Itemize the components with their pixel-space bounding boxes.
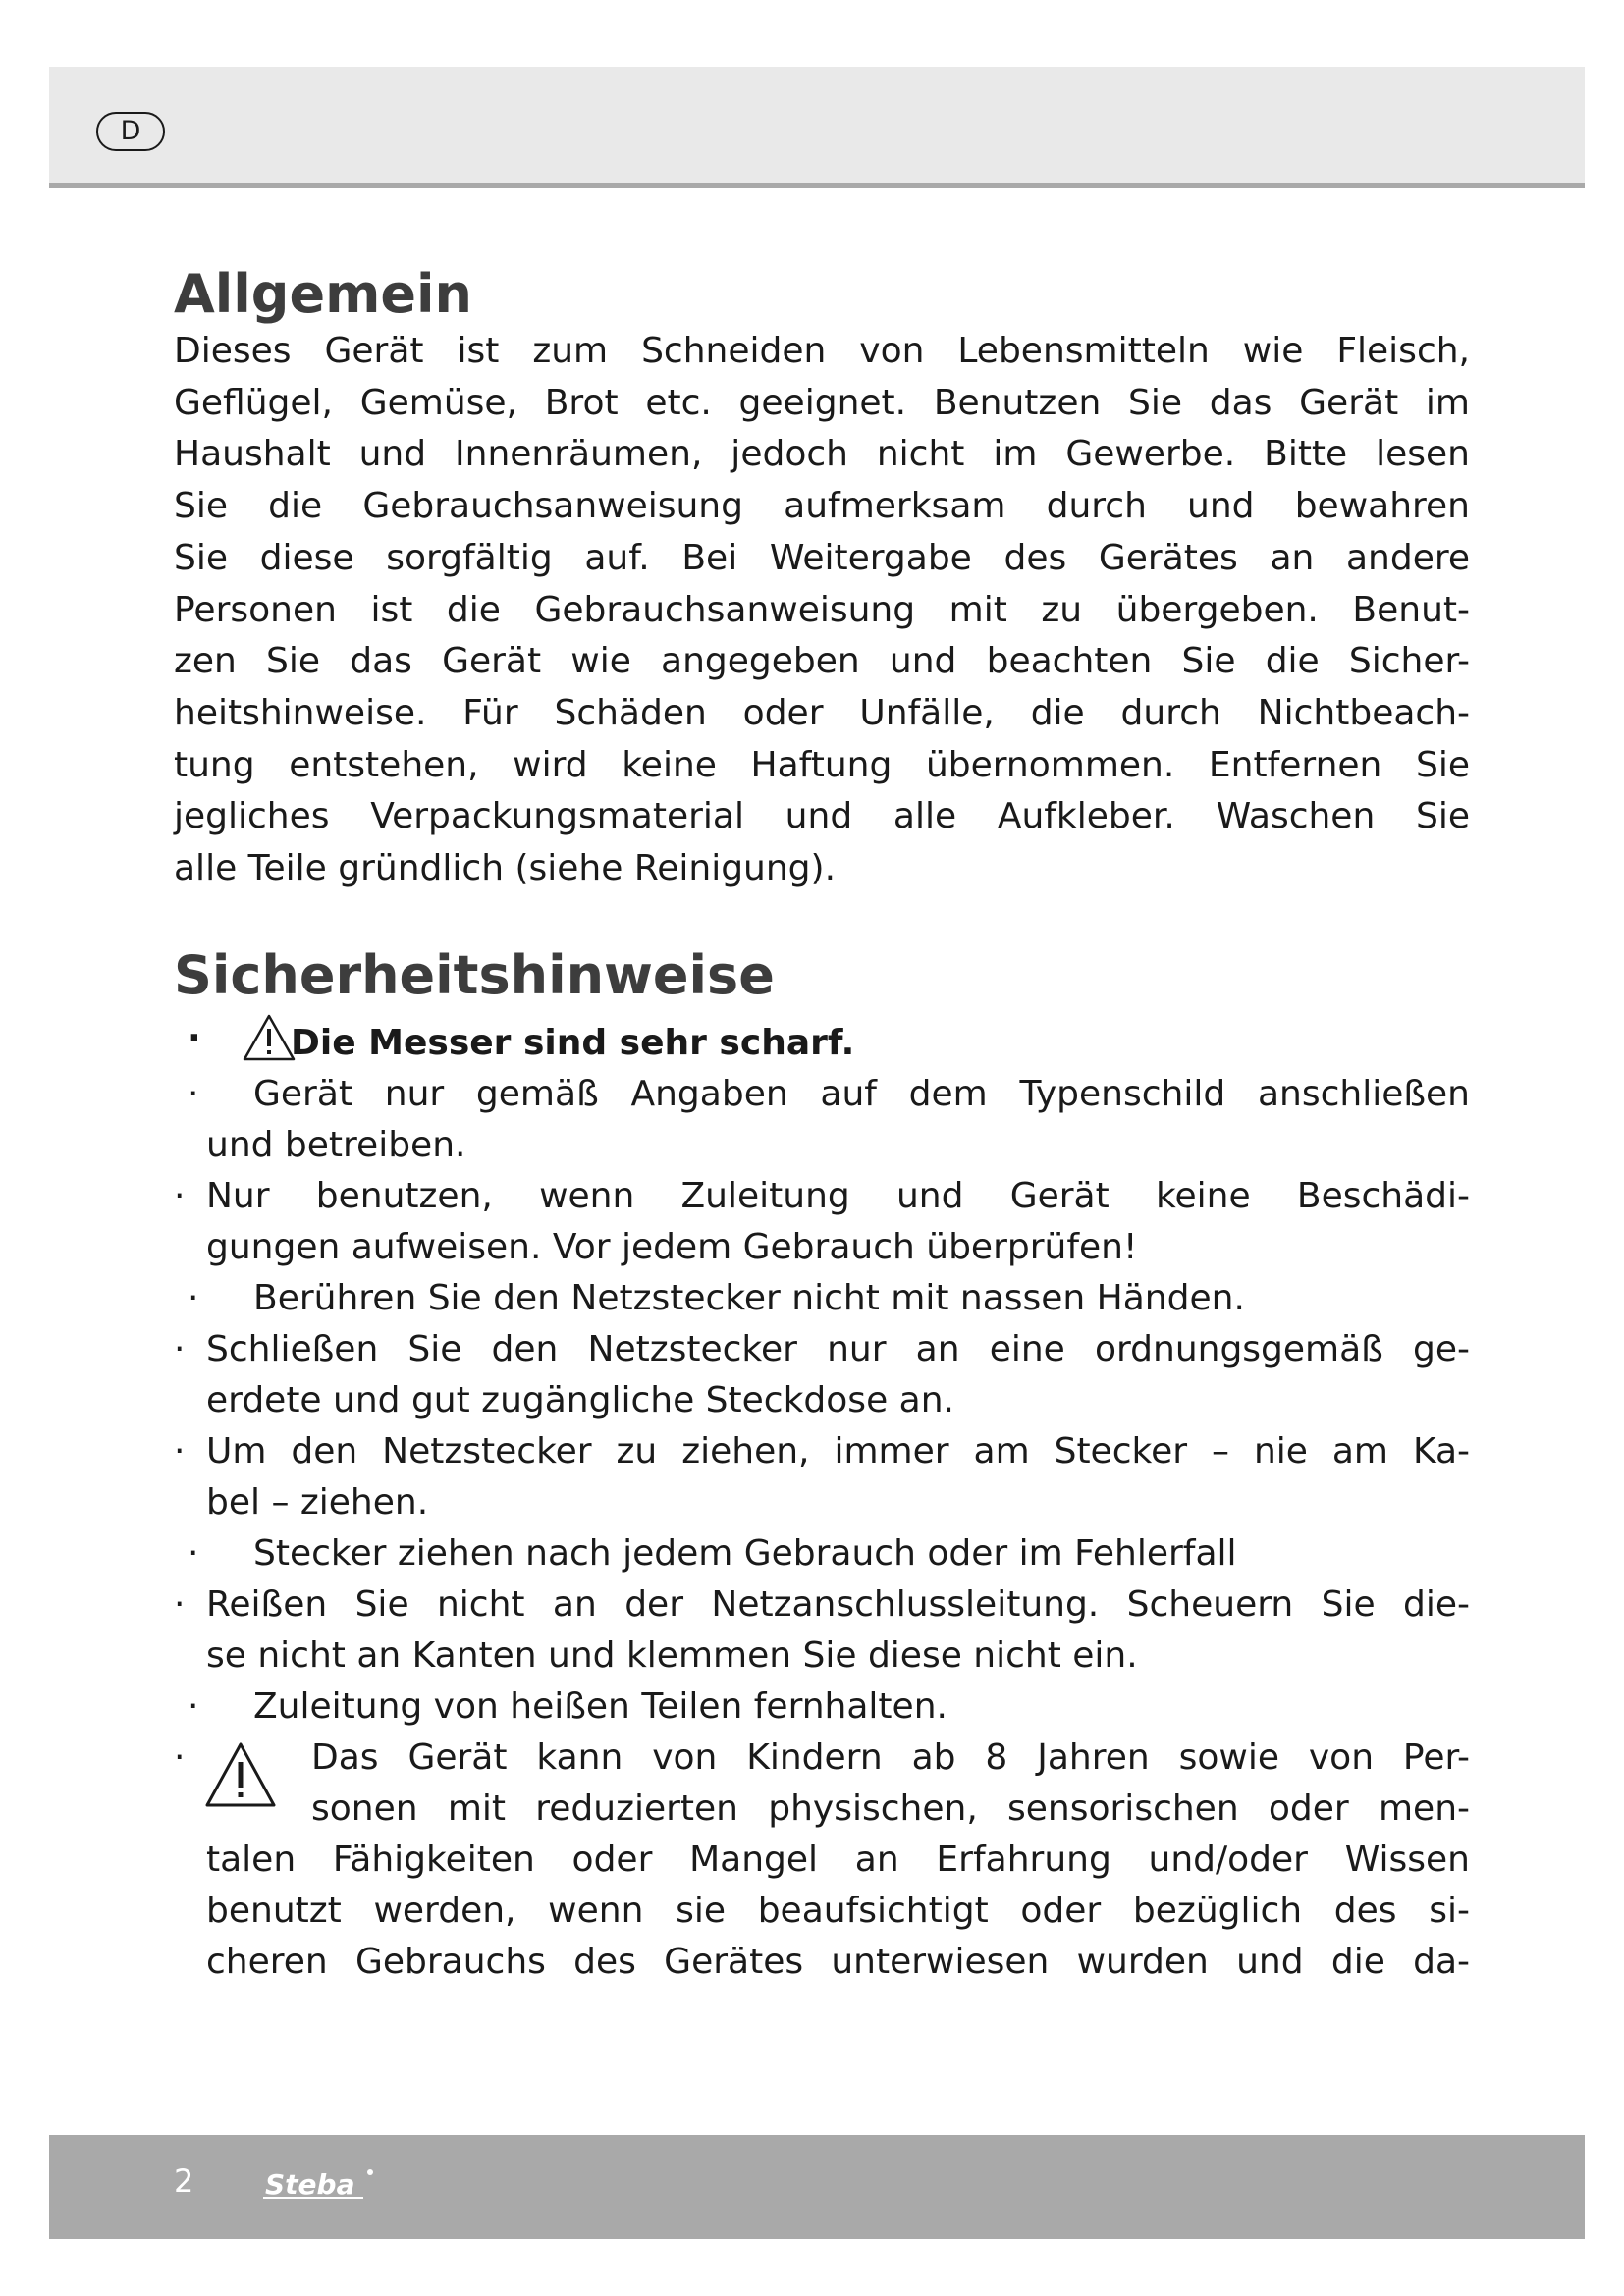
page-header — [49, 67, 1585, 188]
safety-item-cable-care — [174, 1579, 1470, 1682]
intro-line: jegliches Verpackungsmaterial und alle Aufkleber. Waschen Sie — [174, 796, 1470, 837]
safety-item-wet-hands — [174, 1273, 1470, 1324]
language-badge: D — [96, 112, 165, 151]
safety-item-line: Schließen Sie den Netzstecker nur an eine ordnungsgemäß ge- — [206, 1328, 1470, 1369]
bullet: · — [188, 1073, 199, 1114]
safety-item-line: sonen mit reduzierten physischen, sensorischen oder men- — [311, 1788, 1470, 1829]
safety-item-line: benutzt werden, wenn sie beaufsichtigt oder bezüglich des si- — [206, 1890, 1470, 1931]
bullet: · — [174, 1328, 186, 1369]
safety-item-line: Um den Netzstecker zu ziehen, immer am Stecker – nie am Ka- — [206, 1430, 1470, 1471]
section-title-sicherheitshinweise: Sicherheitshinweise — [174, 943, 775, 1006]
bullet: · — [188, 1017, 201, 1058]
intro-line: zen Sie das Gerät wie angegeben und beachten Sie die Sicher- — [174, 641, 1470, 682]
safety-item-line: talen Fähigkeiten oder Mangel an Erfahrung und/oder Wissen — [206, 1839, 1470, 1880]
safety-item-line: Zuleitung von heißen Teilen fernhalten. — [253, 1685, 947, 1727]
safety-item-line: Das Gerät kann von Kindern ab 8 Jahren sowie von Per- — [311, 1736, 1470, 1778]
bullet: · — [188, 1532, 199, 1574]
intro-line: Haushalt und Innenräumen, jedoch nicht im Gewerbe. Bitte lesen — [174, 434, 1470, 475]
safety-item-line: Gerät nur gemäß Angaben auf dem Typenschild anschließen — [253, 1073, 1470, 1114]
safety-item-line: Nur benutzen, wenn Zuleitung und Gerät keine Beschädi- — [206, 1175, 1470, 1216]
safety-item-socket — [174, 1324, 1470, 1426]
bullet: · — [188, 1685, 199, 1727]
intro-paragraph — [174, 326, 1470, 895]
page-content — [174, 263, 1470, 1988]
bullet: · — [174, 1430, 186, 1471]
safety-item-unplug-method — [174, 1426, 1470, 1528]
bullet: · — [174, 1175, 186, 1216]
intro-line: Personen ist die Gebrauchsanweisung mit zu übergeben. Benut- — [174, 589, 1470, 630]
safety-item-rating-plate — [174, 1069, 1470, 1171]
warning-triangle-icon — [203, 1740, 278, 1809]
safety-item-knives — [174, 1013, 1470, 1069]
safety-item-line: bel – ziehen. — [206, 1481, 429, 1522]
warning-triangle-icon — [242, 1013, 297, 1062]
safety-item-children — [174, 1733, 1470, 1988]
safety-item-line: gungen aufweisen. Vor jedem Gebrauch überprüfen! — [206, 1226, 1138, 1267]
safety-item-line — [206, 1013, 1470, 1069]
safety-item-line: cheren Gebrauchs des Gerätes unterwiesen wurden und die da- — [206, 1941, 1470, 1982]
intro-line: tung entstehen, wird keine Haftung übernommen. Entfernen Sie — [174, 744, 1470, 785]
bullet: · — [174, 1583, 186, 1625]
steba-logo — [263, 2164, 381, 2208]
intro-line: alle Teile gründlich (siehe Reinigung). — [174, 848, 837, 889]
intro-line: Geflügel, Gemüse, Brot etc. geeignet. Benutzen Sie das Gerät im — [174, 382, 1470, 423]
brand-text: Steba — [265, 2168, 355, 2201]
intro-line: Sie diese sorgfältig auf. Bei Weitergabe des Gerätes an andere — [174, 537, 1470, 578]
bullet: · — [174, 1736, 186, 1778]
safety-item-hot-parts — [174, 1682, 1470, 1733]
safety-item-line: Reißen Sie nicht an der Netzanschlussleitung. Scheuern Sie die- — [206, 1583, 1470, 1625]
section-title-allgemein: Allgemein — [174, 263, 472, 325]
safety-item-line: Berühren Sie den Netzstecker nicht mit nassen Händen. — [253, 1277, 1245, 1318]
safety-item-line: Stecker ziehen nach jedem Gebrauch oder im Fehlerfall — [253, 1532, 1237, 1574]
page-footer — [49, 2135, 1585, 2239]
intro-line: Dieses Gerät ist zum Schneiden von Lebensmitteln wie Fleisch, — [174, 331, 1470, 371]
safety-item-line: se nicht an Kanten und klemmen Sie diese nicht ein. — [206, 1634, 1138, 1676]
page-number: 2 — [174, 2163, 194, 2200]
intro-line: Sie die Gebrauchsanweisung aufmerksam durch und bewahren — [174, 486, 1470, 527]
safety-item-unplug-after-use — [174, 1528, 1470, 1579]
safety-item-line: erdete und gut zugängliche Steckdose an. — [206, 1379, 954, 1420]
safety-item-text: Die Messer sind sehr scharf. — [291, 1022, 855, 1063]
intro-line: heitshinweise. Für Schäden oder Unfälle, die durch Nichtbeach- — [174, 692, 1470, 733]
safety-item-line: und betreiben. — [206, 1124, 466, 1165]
bullet: · — [188, 1277, 199, 1318]
safety-list — [174, 1013, 1470, 1988]
safety-item-damage-check — [174, 1171, 1470, 1273]
